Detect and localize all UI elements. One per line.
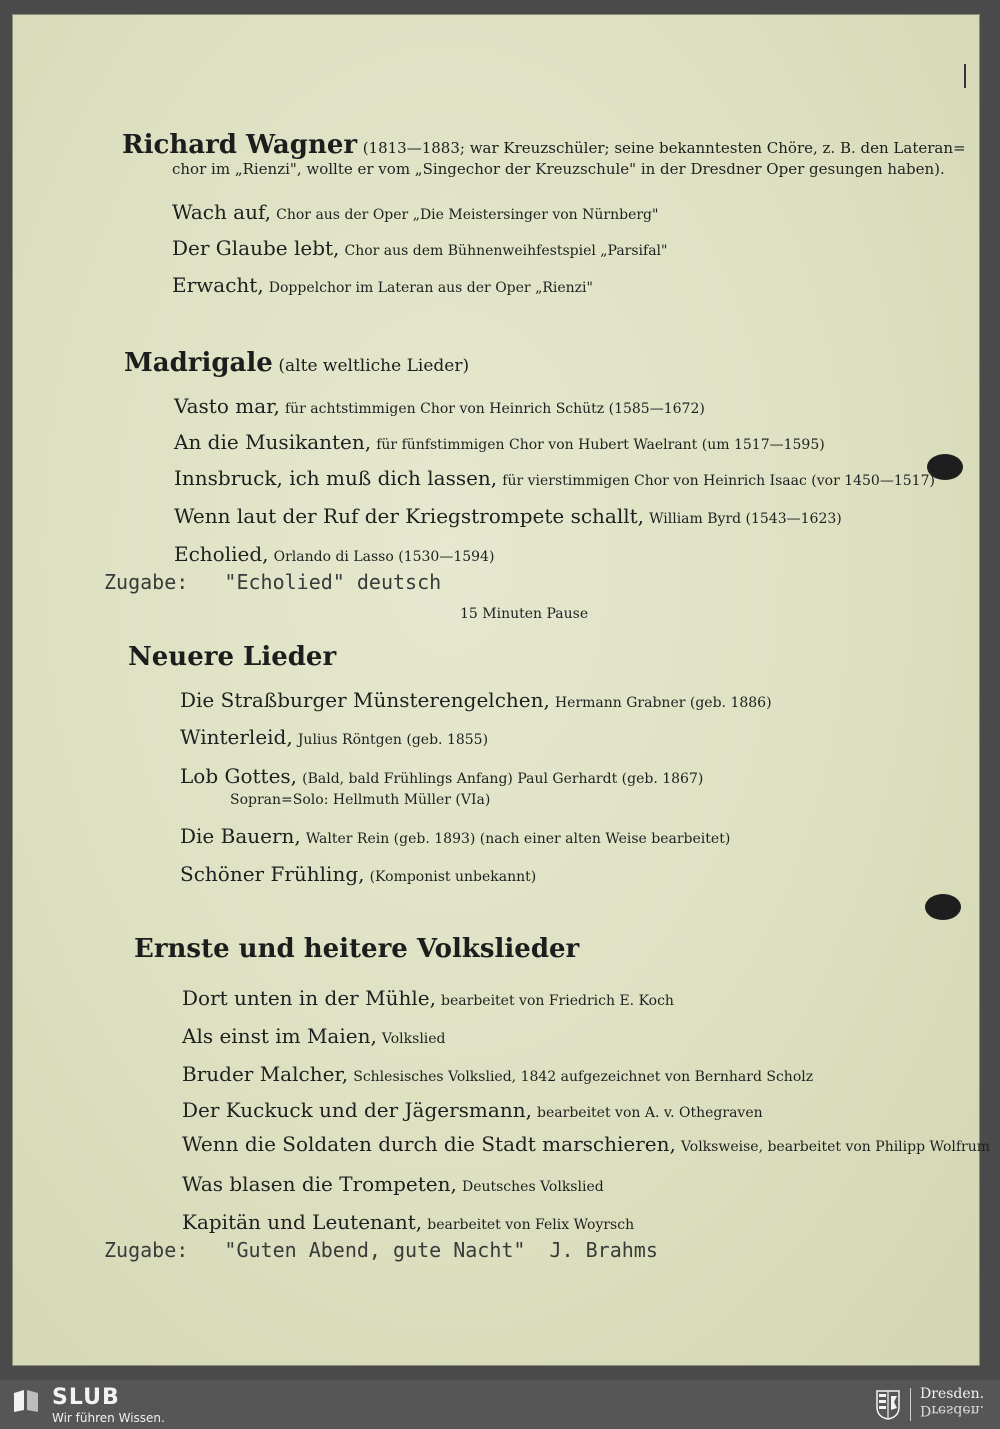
section-heading-volkslieder: Ernste und heitere Volkslieder — [134, 934, 580, 964]
slub-name[interactable]: SLUB — [52, 1385, 120, 1410]
list-item: Die Straßburger Münsterengelchen, Hermann Grabner (geb. 1886) — [180, 688, 772, 712]
section-heading-neuere-lieder: Neuere Lieder — [128, 642, 337, 672]
list-item: Schöner Frühling, (Komponist unbekannt) — [180, 862, 537, 886]
list-item: Kapitän und Leutenant, bearbeitet von Felix Woyrsch — [182, 1210, 635, 1234]
list-item: Als einst im Maien, Volkslied — [182, 1024, 446, 1048]
footer-bar — [0, 1380, 1000, 1429]
list-item: Dort unten in der Mühle, bearbeitet von Friedrich E. Koch — [182, 986, 674, 1010]
list-item: Was blasen die Trompeten, Deutsches Volkslied — [182, 1172, 604, 1196]
list-item: Die Bauern, Walter Rein (geb. 1893) (nach einer alten Weise bearbeitet) — [180, 824, 731, 848]
list-item: Vasto mar, für achtstimmigen Chor von Heinrich Schütz (1585—1672) — [174, 394, 705, 418]
pause-note: 15 Minuten Pause — [460, 606, 589, 622]
list-item: Bruder Malcher, Schlesisches Volkslied, 1842 aufgezeichnet von Bernhard Scholz — [182, 1062, 814, 1086]
dresden-label: Dresden. — [920, 1386, 985, 1402]
list-item: Winterleid, Julius Röntgen (geb. 1855) — [180, 725, 489, 749]
list-item: Erwacht, Doppelchor im Lateran aus der Oper „Rienzi" — [172, 273, 593, 297]
dresden-wordmark[interactable] — [920, 1387, 984, 1417]
list-item: Lob Gottes, (Bald, bald Frühlings Anfang) Paul Gerhardt (geb. 1867) — [180, 764, 704, 788]
footer-divider — [910, 1388, 911, 1421]
slub-tagline: Wir führen Wissen. — [52, 1411, 165, 1425]
list-item: An die Musikanten, für fünfstimmigen Chor von Hubert Waelrant (um 1517—1595) — [174, 430, 825, 454]
punch-hole — [925, 894, 961, 920]
list-item: Der Kuckuck und der Jägersmann, bearbeitet von A. v. Othegraven — [182, 1098, 763, 1122]
section-heading-madrigale: Madrigale (alte weltliche Lieder) — [124, 348, 470, 378]
margin-mark — [964, 64, 966, 88]
soprano-solo-note: Sopran=Solo: Hellmuth Müller (VIa) — [230, 792, 491, 808]
dresden-label-mirrored: Dresden. — [920, 1402, 985, 1418]
dresden-coat-of-arms-icon — [876, 1390, 900, 1420]
list-item: Wach auf, Chor aus der Oper „Die Meistersinger von Nürnberg" — [172, 200, 659, 224]
typed-zugabe-note: Zugabe: "Echolied" deutsch — [104, 570, 442, 594]
list-item: Echolied, Orlando di Lasso (1530—1594) — [174, 542, 495, 566]
typed-zugabe-note: Zugabe: "Guten Abend, gute Nacht" J. Brahms — [104, 1238, 658, 1262]
list-item: Innsbruck, ich muß dich lassen, für vierstimmigen Chor von Heinrich Isaac (vor 1450—1517) — [174, 466, 935, 490]
list-item: Wenn die Soldaten durch die Stadt marschieren, Volksweise, bearbeitet von Philipp Wolfrum — [182, 1132, 991, 1156]
wagner-intro-continued: chor im „Rienzi", wollte er vom „Singechor der Kreuzschule" in der Dresdner Oper gesungen haben). — [172, 160, 945, 178]
section-heading-wagner: Richard Wagner (1813—1883; war Kreuzschüler; seine bekanntesten Chöre, z. B. den Lateran= — [122, 130, 966, 160]
list-item: Wenn laut der Ruf der Kriegstrompete schallt, William Byrd (1543—1623) — [174, 504, 842, 528]
slub-logo-icon — [12, 1389, 40, 1413]
list-item: Der Glaube lebt, Chor aus dem Bühnenweihfestspiel „Parsifal" — [172, 236, 668, 260]
document-page — [12, 14, 991, 1366]
